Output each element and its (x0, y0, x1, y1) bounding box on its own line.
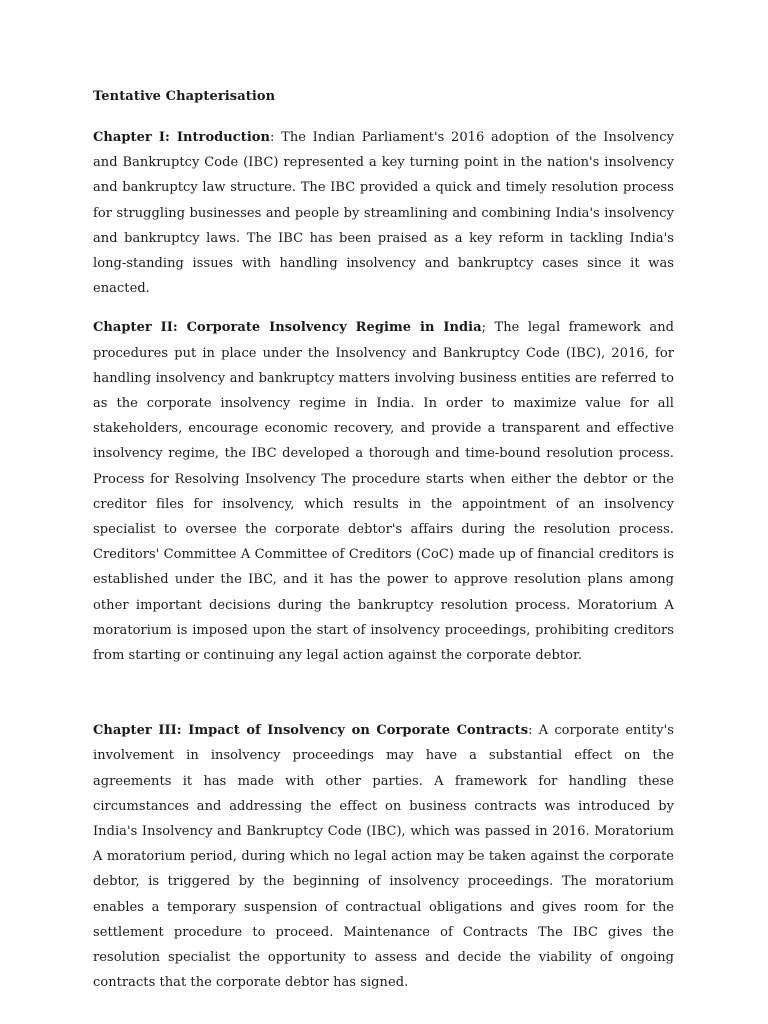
chapter-2-title: Chapter II: Corporate Insolvency Regime in India (93, 320, 482, 336)
chapter-3-paragraph (93, 718, 674, 995)
chapter-1-separator: : (270, 130, 282, 145)
chapter-3-title: Chapter III: Impact of Insolvency on Corporate Contracts (93, 723, 529, 739)
chapter-2-body: The legal framework and procedures put in place under the Insolvency and Bankruptcy Code (IBC), 2016, for handling insolvency and bankruptcy matters involving business entities are referred to as the corporate insolvency regime in India. In order to maximize value for all stakeholders, encourage economic recovery, and provide a transparent and effective insolvency regime, the IBC developed a thorough and time-bound resolution process. Process for Resolving Insolvency The procedure starts when either the debtor or the creditor files for insolvency, which results in the appointment of an insolvency specialist to oversee the corporate debtor's affairs during the resolution process. Creditors' Committee A Committee of Creditors (CoC) made up of financial creditors is established under the IBC, and it has the power to approve resolution plans among other important decisions during the bankruptcy resolution process. Moratorium A moratorium is imposed upon the start of insolvency proceedings, prohibiting creditors from starting or continuing any legal action against the corporate debtor. (93, 320, 674, 664)
chapter-3-body: A corporate entity's involvement in insolvency proceedings may have a substantial effect on the agreements it has made with other parties. A framework for handling these circumstances and addressing the effect on business contracts was introduced by India's Insolvency and Bankruptcy Code (IBC), which was passed in 2016. Moratorium A moratorium period, during which no legal action may be taken against the corporate debtor, is triggered by the beginning of insolvency proceedings. The moratorium enables a temporary suspension of contractual obligations and gives room for the settlement procedure to proceed. Maintenance of Contracts The IBC gives the resolution specialist the opportunity to assess and decide the viability of ongoing contracts that the corporate debtor has signed. (93, 723, 674, 991)
chapter-2-separator: ; (481, 320, 495, 336)
chapter-1-body: The Indian Parliament's 2016 adoption of the Insolvency and Bankruptcy Code (IBC) represented a key turning point in the nation's insolvency and bankruptcy law structure. The IBC provided a quick and timely resolution process for struggling businesses and people by streamlining and combining India's insolvency and bankruptcy laws. The IBC has been praised as a key reform in tackling India's long-standing issues with handling insolvency and bankruptcy cases since it was enacted. (93, 130, 675, 297)
chapter-1-paragraph (93, 125, 674, 301)
chapter-2-paragraph (93, 315, 674, 668)
chapter-3-separator: : (528, 723, 539, 739)
chapter-1-title: Chapter I: Introduction (93, 130, 271, 145)
document-heading: Tentative Chapterisation (93, 89, 276, 104)
